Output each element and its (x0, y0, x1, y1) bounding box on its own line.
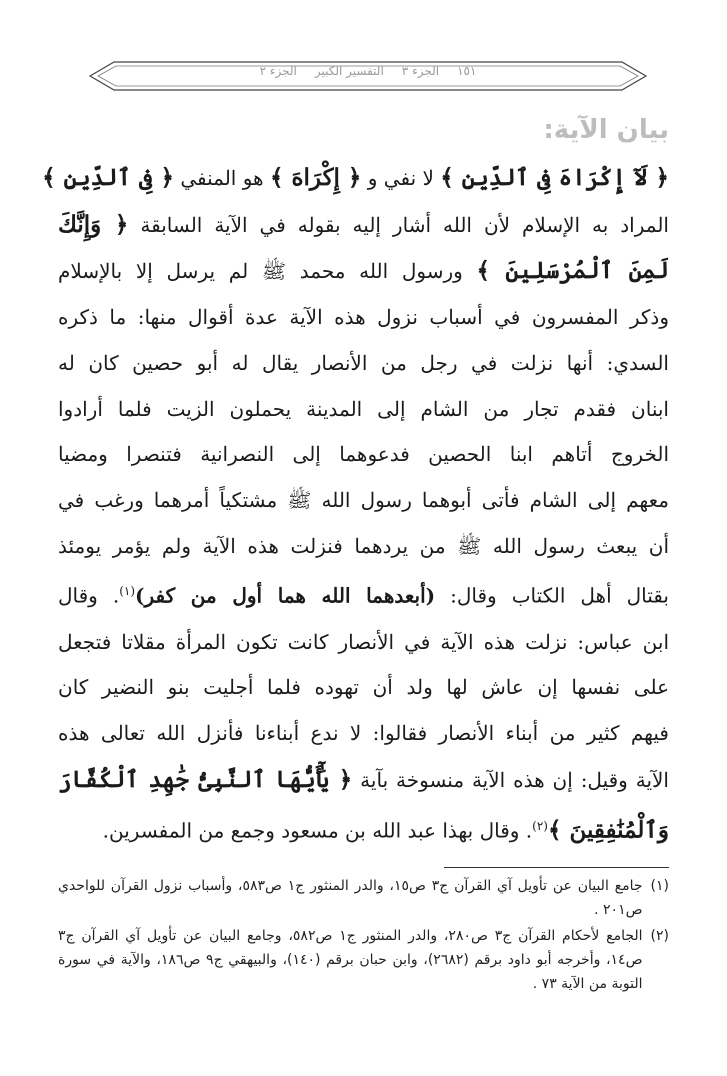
footnote-item (58, 874, 669, 922)
body-line-9: أن يبعث رسول الله ﷺ من يردهما فنزلت هذه الآية ولم يؤمر يومئذ (58, 533, 669, 558)
bold-quote: (أبعدهما الله هما أول من كفر) (135, 583, 436, 608)
body-line-14 (58, 757, 669, 804)
body-text-segment: الآية وقيل: إن هذه الآية منسوخة بآية (352, 767, 669, 792)
quran-verse: ﴿ يَٰٓأَيُّهَا ٱلنَّبِىُّ جَٰهِدِ ٱلْكُفَّارَ (58, 765, 353, 793)
header-right: الجزء ٣ (401, 64, 440, 78)
quran-verse: ﴿ وَإِنَّكَ (58, 210, 129, 238)
quran-verse: ﴿ لَآ إِكْرَاهَ فِى ٱلدِّينِ ﴾ (440, 164, 669, 191)
footnotes (58, 874, 669, 998)
footnote-text: جامع البيان عن تأويل آي القرآن ج٣ ص١٥، والدر المنثور ج١ ص٥٨٣، وأسباب نزول القرآن للواحدي ص٢٠١ . (58, 878, 643, 918)
body-text-segment: ورسول الله محمد ﷺ لم يرسل إلا بالإسلام (58, 259, 477, 284)
body-text-segment: بقتال أهل الكتاب وقال: (435, 583, 669, 608)
body-line-10 (58, 569, 669, 619)
body-line-7: الخروج أتاهم ابنا الحصين فدعوهما إلى النصرانية فتنصرا ومضيا (58, 442, 669, 467)
quran-verse: لَمِنَ ٱلْمُرْسَلِينَ ﴾ (476, 257, 670, 285)
footnote-item (58, 924, 669, 996)
main-body-text (42, 155, 670, 854)
body-line-6: ابنان فقدم تجار من الشام إلى المدينة يحملون الزيت فلما أرادوا (58, 396, 669, 421)
header-left: الجزء ٢ (259, 64, 297, 78)
footnote-text: الجامع لأحكام القرآن ج٣ ص٢٨٠، والدر المنثور ج١ ص٥٨٢، وجامع البيان عن تأويل آي القرآن ج٣ ص١٤، وأخرجه أبو داود برقم (٢٦٨٢)، وابن حبان برقم (١٤٠)، والبيهقي ج٩ ص١٨٦، والآية في سورة التوبة من الآية ٧٣ . (58, 928, 643, 992)
footnote-number: (٢) (650, 928, 669, 944)
footnote-ref-2: (٢) (532, 818, 548, 833)
body-text-segment: المراد به الإسلام لأن الله أشار إليه بقوله في الآية السابقة (128, 212, 669, 237)
page-header (88, 56, 648, 96)
header-text-row (88, 64, 648, 78)
body-text-segment: . وقال بهذا عبد الله بن مسعود وجمع من المفسرين. (102, 818, 533, 843)
header-page-number: ١٥١ (457, 64, 477, 78)
body-line-15 (58, 804, 669, 854)
body-line-12: على نفسها إن عاش لها ولد أن تهوده فلما أجليت بنو النضير كان (58, 675, 669, 700)
body-line-8: معهم إلى الشام فأتى أبوهما رسول الله ﷺ مشتكياً أمرهما ورغب في (58, 487, 669, 512)
body-line-3 (58, 248, 669, 295)
footnote-ref-1: (١) (119, 584, 136, 599)
quran-verse: ﴿ إِكْرَاهَ ﴾ (269, 164, 362, 191)
quran-verse: ﴿ فِى ٱلدِّينِ ﴾ (42, 164, 174, 191)
body-line-1 (42, 155, 669, 202)
section-title: بيان الآية: (543, 115, 669, 145)
footnote-number: (١) (650, 878, 669, 894)
body-text-segment: . وقال (58, 583, 120, 608)
body-line-4: وذكر المفسرون في أسباب نزول هذه الآية عدة أقوال منها: ما ذكره (58, 305, 669, 330)
quran-verse: وَٱلْمُنَٰفِقِينَ ﴾ (547, 816, 669, 844)
body-line-11: ابن عباس: نزلت هذه الآية في الأنصار كانت تكون المرأة مقلاتا فتجعل (58, 629, 669, 654)
body-line-5: السدي: أنها نزلت في رجل من الأنصار يقال له أبو حصين كان له (58, 350, 669, 375)
body-line-13: فيهم كثير من أبناء الأنصار فقالوا: لا ندع أبناءنا فأنزل الله تعالى هذه (58, 721, 669, 746)
body-line-2 (58, 202, 669, 249)
body-text-segment: هو المنفي (173, 166, 270, 190)
footnote-divider (444, 867, 669, 868)
body-text-segment: لا نفي و (361, 166, 441, 190)
header-center: التفسير الكبير (314, 64, 384, 78)
